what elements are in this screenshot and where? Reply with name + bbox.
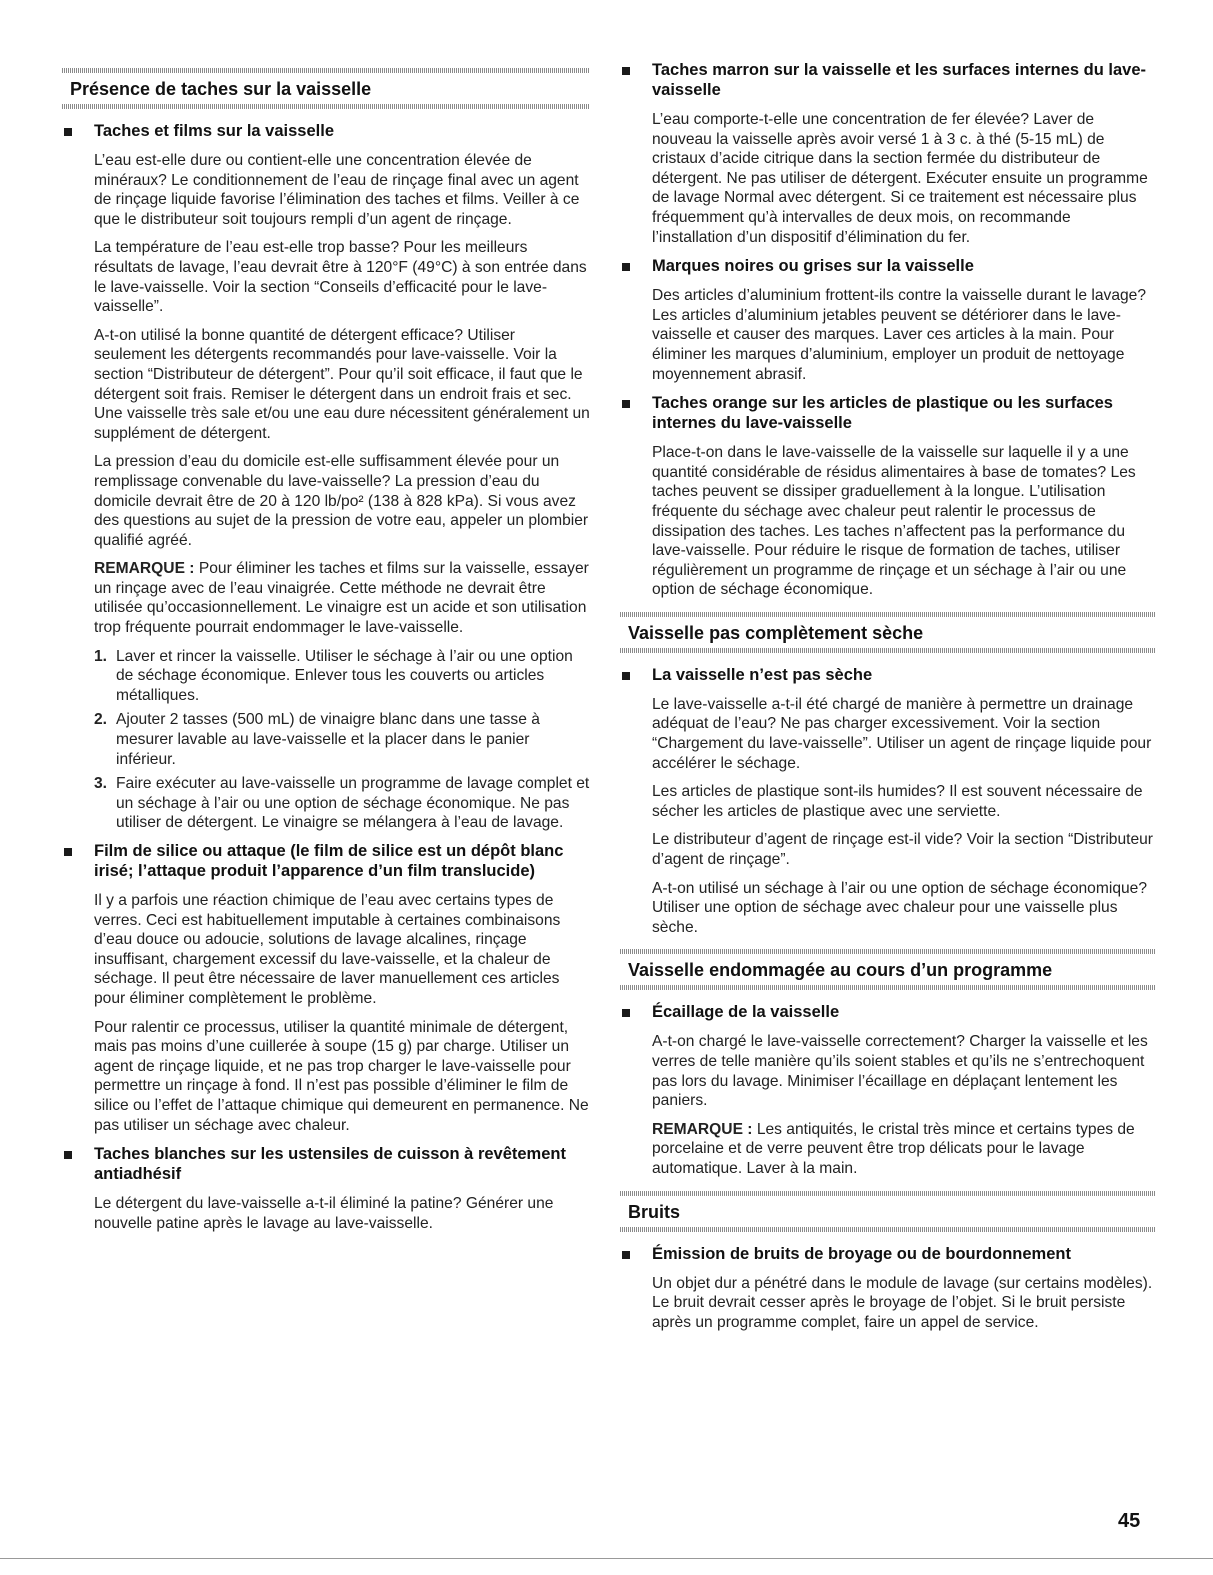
- page-number: 45: [1118, 1510, 1141, 1532]
- note-text: Les antiquités, le cristal très mince et certains types de porcelaine et de verre peuvent être trop délicats pour le lavage automatique. Laver à la main.: [652, 1120, 1135, 1177]
- steps-list: [94, 647, 590, 833]
- note-paragraph: [652, 1120, 1155, 1179]
- paragraph: Le distributeur d’agent de rinçage est-il vide? Voir la section “Distributeur d’agent de rinçage”.: [652, 831, 1153, 869]
- section-title: Vaisselle endommagée au cours d’un programme: [628, 960, 1053, 981]
- paragraph: Un objet dur a pénétré dans le module de lavage (sur certains modèles). Le bruit devrait cesser après le broyage de l’objet. Si le bruit persiste après un programme complet, faire un appel de service.: [652, 1274, 1153, 1331]
- section-header-not-dry: [620, 612, 1155, 653]
- paragraph: Le détergent du lave-vaisselle a-t-il éliminé la patine? Générer une nouvelle patine après le lavage au lave-vaisselle.: [94, 1195, 554, 1232]
- section-rule: [62, 104, 590, 109]
- item-heading: Film de silice ou attaque (le film de silice est un dépôt blanc irisé; l’attaque produit l’apparence d’un film translucide): [94, 842, 564, 880]
- item-brown-stains: [620, 60, 1155, 247]
- footer-rule: [0, 1558, 1213, 1559]
- item-silica-film: [62, 841, 590, 1135]
- note-paragraph: [94, 559, 590, 637]
- step-number: 1.: [94, 647, 108, 665]
- section-rule: [620, 985, 1155, 990]
- bullet-icon: [622, 400, 630, 408]
- step-text: Laver et rincer la vaisselle. Utiliser le séchage à l’air ou une option de séchage économique. Enlever tous les couverts ou articles métalliques.: [116, 647, 573, 704]
- bullet-icon: [622, 263, 630, 271]
- paragraph: A-t-on chargé le lave-vaisselle correctement? Charger la vaisselle et les verres de telle manière qu’ils soient stables et qu’ils ne s’entrechoquent pas lors du lavage. Minimiser l’écaillage en déplaçant lentement les paniers.: [652, 1033, 1148, 1110]
- paragraph: Place-t-on dans le lave-vaisselle de la vaisselle sur laquelle il y a une quantité considérable de résidus alimentaires à base de tomates? Les taches peuvent se dissiper graduellement à la longue. L’utilisation fréquente du séchage avec chaleur peut ralentir le processus de dissipation des taches. Les taches n’affectent pas la performance du lave-vaisselle. Pour réduire le risque de formation de taches, utiliser régulièrement un programme de rinçage et un séchage à l’air ou une option de séchage économique.: [652, 444, 1136, 599]
- bullet-icon: [622, 1251, 630, 1259]
- section-title: Bruits: [628, 1201, 681, 1222]
- note-label: REMARQUE :: [652, 1120, 753, 1138]
- paragraph: Il y a parfois une réaction chimique de l’eau avec certains types de verres. Ceci est habituellement imputable à certaines combinaisons d’eau douce ou adoucie, solutions de lavage alcalines, rinçage insuffisant, chargement excessif du lave-vaisselle, et la chaleur de séchage. Il peut être nécessaire de laver manuellement ces articles pour éliminer complètement le problème.: [94, 892, 561, 1007]
- paragraph: Pour ralentir ce processus, utiliser la quantité minimale de détergent, mais pas moins d’une cuillerée à soupe (15 g) par charge. Utiliser un agent de rinçage liquide, et ne pas trop charger le lave-vaisselle pour permettre un rinçage à fond. Il n’est pas possible d’éliminer le film de silice ou l’effet de l’attaque chimique qui demeurent en permanence. Ne pas utiliser un séchage avec chaleur.: [94, 1018, 589, 1134]
- item-heading: Taches blanches sur les ustensiles de cuisson à revêtement antiadhésif: [94, 1145, 566, 1184]
- item-grinding-noise: [620, 1244, 1155, 1333]
- step-item: [94, 647, 590, 706]
- bullet-icon: [64, 128, 72, 136]
- step-item: [94, 710, 590, 769]
- paragraph: Les articles de plastique sont-ils humides? Il est souvent nécessaire de sécher les articles de plastique avec une serviette.: [652, 783, 1143, 820]
- bullet-icon: [622, 672, 630, 680]
- right-column: [620, 60, 1155, 1341]
- left-column: [62, 56, 590, 1242]
- item-heading: Écaillage de la vaisselle: [652, 1003, 840, 1022]
- section-rule: [620, 648, 1155, 653]
- paragraph: A-t-on utilisé un séchage à l’air ou une option de séchage économique? Utiliser une option de séchage avec chaleur pour une vaisselle plus sèche.: [652, 879, 1148, 936]
- paragraph: Des articles d’aluminium frottent-ils contre la vaisselle durant le lavage? Les articles d’aluminium jetables peuvent se détériorer dans le lave-vaisselle et causer des marques. Laver ces articles à la main. Pour éliminer les marques d’aluminium, employer un produit de nettoyage moyennement abrasif.: [652, 287, 1147, 383]
- item-chipping: [620, 1002, 1155, 1178]
- item-not-dry: [620, 665, 1155, 938]
- bullet-icon: [622, 1009, 630, 1017]
- item-heading: Taches et films sur la vaisselle: [94, 122, 334, 140]
- item-spots-films: [62, 121, 590, 833]
- bullet-icon: [622, 67, 630, 75]
- item-orange-stains: [620, 393, 1155, 600]
- section-header-spots: [62, 68, 590, 109]
- item-heading: La vaisselle n’est pas sèche: [652, 665, 873, 684]
- item-heading: Taches marron sur la vaisselle et les surfaces internes du lave-vaisselle: [652, 61, 1147, 99]
- paragraph: La température de l’eau est-elle trop basse? Pour les meilleurs résultats de lavage, l’eau devrait être à 120°F (49°C) à son entrée dans le lave-vaisselle. Voir la section “Conseils d’efficacité pour le lave-vaisselle”.: [94, 239, 587, 316]
- section-title: Présence de taches sur la vaisselle: [70, 79, 372, 99]
- item-heading: Marques noires ou grises sur la vaisselle: [652, 257, 974, 276]
- item-white-spots: [62, 1144, 590, 1233]
- step-text: Ajouter 2 tasses (500 mL) de vinaigre blanc dans une tasse à mesurer lavable au lave-vaisselle et la placer dans le panier inférieur.: [116, 711, 540, 768]
- bullet-icon: [64, 1151, 72, 1159]
- step-item: [94, 774, 590, 833]
- note-label: REMARQUE :: [94, 560, 195, 578]
- paragraph: Le lave-vaisselle a-t-il été chargé de manière à permettre un drainage adéquat de l’eau? Ne pas charger excessivement. Voir la section “Chargement du lave-vaisselle”. Utiliser un agent de rinçage liquide pour accélérer le séchage.: [652, 695, 1152, 772]
- section-rule: [620, 1227, 1155, 1232]
- paragraph: La pression d’eau du domicile est-elle suffisamment élevée pour un remplissage convenable du lave-vaisselle? La pression d’eau du domicile devrait être de 20 à 120 lb/po² (138 à 828 kPa). Si vous avez des questions au sujet de la pression de votre eau, appeler un plombier qualifié agréé.: [94, 453, 589, 549]
- section-rule: [620, 949, 1155, 954]
- section-rule: [620, 1191, 1155, 1196]
- section-title: Vaisselle pas complètement sèche: [628, 622, 924, 643]
- step-number: 2.: [94, 711, 108, 729]
- section-rule: [620, 612, 1155, 617]
- paragraph: L’eau comporte-t-elle une concentration de fer élevée? Laver de nouveau la vaisselle après avoir versé 1 à 3 c. à thé (5-15 mL) de cristaux d’acide citrique dans la section fermée du distributeur de détergent. Ne pas utiliser de détergent. Exécuter ensuite un programme de lavage Normal avec détergent. Si ce traitement est nécessaire plus fréquemment qu’à intervalles de deux mois, on recommande l’installation d’un dispositif d’élimination du fer.: [652, 111, 1148, 246]
- bullet-icon: [64, 848, 72, 856]
- item-heading: Taches orange sur les articles de plastique ou les surfaces internes du lave-vaisselle: [652, 394, 1113, 433]
- paragraph: L’eau est-elle dure ou contient-elle une concentration élevée de minéraux? Le conditionnement de l’eau de rinçage final avec un agent de rinçage liquide favorise l’élimination des taches et films. Veiller à ce que le distributeur soit toujours rempli d’un agent de rinçage.: [94, 152, 580, 228]
- section-header-noises: [620, 1191, 1155, 1232]
- item-black-marks: [620, 256, 1155, 384]
- paragraph: A-t-on utilisé la bonne quantité de détergent efficace? Utiliser seulement les détergents recommandés pour lave-vaisselle. Voir la section “Distributeur de détergent”. Pour qu’il soit efficace, il faut que le détergent soit frais. Remiser le détergent dans un endroit frais et sec. Une vaisselle très sale et/ou une eau dure nécessitent généralement un supplément de détergent.: [94, 326, 590, 442]
- section-header-damaged: [620, 949, 1155, 990]
- step-text: Faire exécuter au lave-vaisselle un programme de lavage complet et un séchage à l’air ou une option de séchage économique. Ne pas utiliser de détergent. Le vinaigre se mélangera à l’eau de lavage.: [116, 775, 590, 832]
- section-rule: [62, 68, 590, 73]
- item-heading: Émission de bruits de broyage ou de bourdonnement: [652, 1244, 1071, 1263]
- step-number: 3.: [94, 775, 108, 793]
- note-text: Pour éliminer les taches et films sur la vaisselle, essayer un rinçage avec de l’eau vinaigrée. Cette méthode ne devrait être utilisée qu’occasionnellement. Le vinaigre est un acide et son utilisation trop fréquente pourrait endommager le lave-vaisselle.: [94, 560, 589, 637]
